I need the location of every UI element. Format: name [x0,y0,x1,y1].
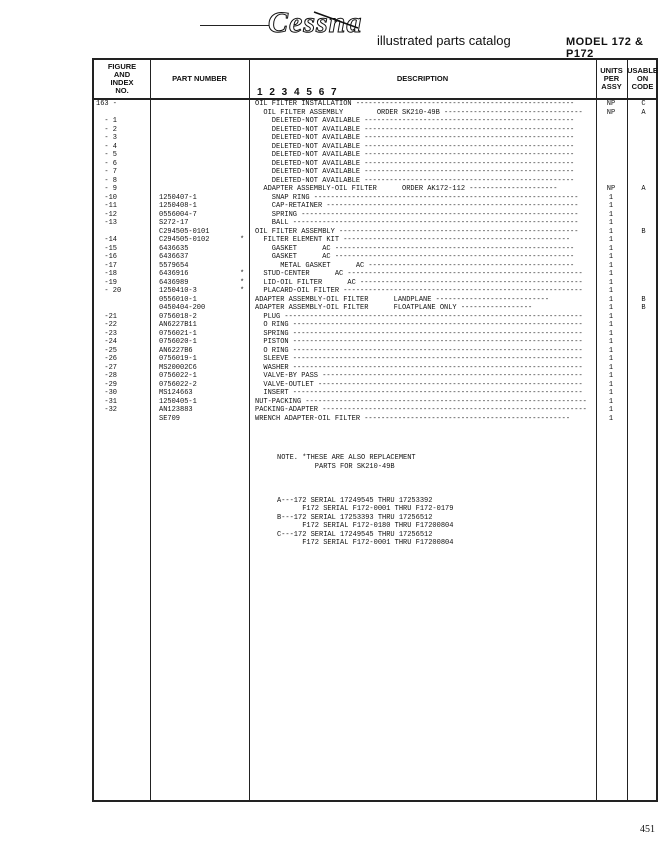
units-cell: 1 [608,389,614,397]
units-cell: 1 [608,244,614,253]
description-cell: STUD-CENTER AC -------------------------------------------------------- [255,270,583,278]
part-number-cell: SE709 [159,414,181,423]
replacement-star-cell: * [240,287,245,295]
part-number-cell: 6436637 [159,253,189,261]
units-cell: 1 [608,312,614,321]
figure-index-cell: -15 [96,244,118,253]
part-number-cell: 5579654 [159,261,189,270]
usable-on-code-header: USABLE ON CODE [627,65,658,92]
description-cell: DELETED-NOT AVAILABLE -------------------------------------------------- [255,176,575,185]
table-row [94,287,660,296]
description-cell: DELETED-NOT AVAILABLE -------------------------------------------------- [255,151,575,159]
figure-index-cell: - 1 [96,117,118,125]
table-row [94,202,660,211]
note-line: F172 SERIAL F172-0001 THRU F172-0179 [277,505,454,513]
table-row [94,219,660,228]
logo-swoosh-icon [312,10,362,32]
table-row [94,185,660,194]
description-cell: LID-OIL FILTER AC ----------------------------------------------------- [255,278,583,287]
figure-index-header: FIGURE AND INDEX NO. [107,61,137,96]
replacement-star-cell: * [240,270,245,278]
table-row [94,364,660,373]
figure-index-cell: -10 [96,193,118,202]
table-row [94,143,660,152]
figure-index-cell: - 9 [96,185,118,193]
description-cell: OIL FILTER INSTALLATION ---------------------------------------------------- [255,100,575,108]
note-line: NOTE. *THESE ARE ALSO REPLACEMENT [277,454,416,462]
usable-code-cell: B [641,227,646,236]
units-cell: NP [606,100,616,108]
figure-index-cell: -19 [96,278,118,287]
description-cell: INSERT --------------------------------------------------------------------- [255,389,583,397]
part-number-cell: C294505-0102 [159,236,210,244]
units-cell: 1 [608,363,614,372]
description-cell: DELETED-NOT AVAILABLE -------------------------------------------------- [255,168,575,176]
description-cell: WRENCH ADAPTER-OIL FILTER ------------------------------------------------- [255,414,571,423]
figure-index-cell: 163 - [96,100,118,108]
part-number-cell: 6436916 [159,270,189,278]
table-row [94,228,660,237]
units-cell: NP [606,185,616,193]
description-cell: DELETED-NOT AVAILABLE -------------------------------------------------- [255,134,575,142]
description-cell: SNAP RING --------------------------------------------------------------- [255,193,579,202]
description-cell: GASKET AC --------------------------------------------------------- [255,244,575,253]
table-row [94,117,660,126]
part-number-cell: 1250408-1 [159,202,197,210]
table-row [94,245,660,254]
table-row [94,168,660,177]
part-number-cell: 1250405-1 [159,397,197,406]
table-row [94,236,660,245]
part-number-cell: AN123883 [159,406,193,414]
figure-index-cell: -17 [96,261,118,270]
figure-index-cell: -18 [96,270,118,278]
usable-code-cell: A [641,185,646,193]
description-cell: PLUG ----------------------------------------------------------------------- [255,312,583,321]
table-row [94,270,660,279]
units-cell: 1 [608,372,614,380]
units-cell: 1 [608,253,614,261]
part-number-cell: 0756022-2 [159,380,197,389]
units-cell: 1 [608,210,614,219]
table-row [94,398,660,407]
part-number-cell: AN6227B6 [159,346,193,355]
figure-index-cell: - 6 [96,159,118,168]
table-row [94,415,660,424]
units-cell: 1 [608,346,614,355]
description-cell: DELETED-NOT AVAILABLE -------------------------------------------------- [255,117,575,125]
table-row [94,134,660,143]
units-cell: 1 [608,406,614,414]
description-cell: DELETED-NOT AVAILABLE -------------------------------------------------- [255,142,575,151]
table-row [94,321,660,330]
table-row [94,313,660,322]
description-cell: NUT-PACKING ------------------------------------------------------------------- [255,397,587,406]
table-row [94,296,660,305]
replacement-star-cell: * [240,236,245,244]
description-cell: ADAPTER ASSEMBLY-OIL FILTER ORDER AK172-112 --------------------- [255,185,558,193]
part-number-cell: 0556010-1 [159,295,197,304]
note-line: B---172 SERIAL 17253393 THRU 17256512 [277,513,433,522]
part-number-cell: 0756019-1 [159,355,197,363]
description-cell: VALVE-OUTLET --------------------------------------------------------------- [255,380,583,389]
table-row [94,211,660,220]
units-per-assy-header: UNITS PER ASSY [600,65,623,92]
units-cell: 1 [608,219,614,227]
description-cell: WASHER --------------------------------------------------------------------- [255,363,583,372]
description-cell: OIL FILTER ASSEMBLY ORDER SK210-49B --------------------------------- [255,108,583,117]
table-row [94,372,660,381]
part-number-cell: MS20002C6 [159,363,197,372]
units-cell: 1 [608,321,614,329]
part-number-cell: 0450404-200 [159,304,206,312]
figure-index-cell: -21 [96,312,118,321]
table-row [94,100,660,109]
description-cell: FILTER ELEMENT KIT ------------------------------------------------------ [255,236,571,244]
catalog-subtitle: illustrated parts catalog [377,33,511,48]
page-number: 451 [640,824,655,835]
table-row [94,304,660,313]
part-number-cell: 0756020-1 [159,338,197,346]
units-cell: 1 [608,261,614,270]
description-cell: O RING --------------------------------------------------------------------- [255,321,583,329]
table-row [94,389,660,398]
figure-index-cell: -22 [96,321,118,329]
units-cell: 1 [608,304,614,312]
description-cell: DELETED-NOT AVAILABLE -------------------------------------------------- [255,159,575,168]
units-cell: 1 [608,270,614,278]
figure-index-cell: -26 [96,355,118,363]
units-cell: 1 [608,287,614,295]
table-row [94,406,660,415]
table-row [94,151,660,160]
replacement-star-cell: * [240,278,245,287]
table-row [94,347,660,356]
description-cell: SPRING ------------------------------------------------------------------ [255,210,579,219]
description-cell: OIL FILTER ASSEMBLY --------------------------------------------------------- [255,227,579,236]
table-row [94,177,660,186]
parts-table [92,58,658,802]
figure-index-cell: -28 [96,372,118,380]
description-cell: PISTON --------------------------------------------------------------------- [255,338,583,346]
description-cell: PACKING-ADAPTER --------------------------------------------------------------- [255,406,587,414]
usable-code-cell: B [641,304,646,312]
part-number-cell: S272-17 [159,219,189,227]
figure-index-cell: -12 [96,210,118,219]
part-number-header: PART NUMBER [172,73,227,83]
table-row [94,338,660,347]
table-row [94,253,660,262]
description-cell: O RING --------------------------------------------------------------------- [255,346,583,355]
figure-index-cell: -24 [96,338,118,346]
description-cell: CAP-RETAINER ------------------------------------------------------------ [255,202,579,210]
units-cell: 1 [608,278,614,287]
header-rule [200,25,272,26]
figure-index-cell: -27 [96,363,118,372]
units-cell: 1 [608,380,614,389]
figure-index-cell: - 4 [96,142,118,151]
description-cell: DELETED-NOT AVAILABLE -------------------------------------------------- [255,125,575,134]
table-row [94,160,660,169]
units-cell: 1 [608,295,614,304]
part-number-cell: MS124663 [159,389,193,397]
units-cell: 1 [608,202,614,210]
description-header: DESCRIPTION [396,73,449,83]
table-row [94,381,660,390]
part-number-cell: AN6227B11 [159,321,197,329]
table-row [94,126,660,135]
part-number-cell: C294505-0101 [159,227,210,236]
description-cell: SPRING --------------------------------------------------------------------- [255,329,583,338]
figure-index-cell: -32 [96,406,118,414]
units-cell: 1 [608,414,614,423]
note-line: C---172 SERIAL 17249545 THRU 17256512 [277,530,433,539]
note-line: PARTS FOR SK210-49B [277,462,395,471]
units-cell: 1 [608,397,614,406]
figure-index-cell: - 7 [96,168,118,176]
figure-index-cell: -13 [96,219,118,227]
units-cell: 1 [608,193,614,202]
usable-code-cell: B [641,295,646,304]
table-row [94,194,660,203]
note-line: F172 SERIAL F172-0180 THRU F17200804 [277,522,454,530]
part-number-cell: 0756022-1 [159,372,197,380]
figure-index-cell: -11 [96,202,118,210]
table-row [94,330,660,339]
usable-code-cell: C [641,100,646,108]
indent-level-digits: 1 2 3 4 5 6 7 [257,87,339,98]
figure-index-cell: - 5 [96,151,118,159]
part-number-cell: 0756018-2 [159,312,197,321]
figure-index-cell: - 20 [96,287,122,295]
description-cell: PLACARD-OIL FILTER --------------------------------------------------------- [255,287,583,295]
figure-index-cell: - 8 [96,176,118,185]
part-number-cell: 0756021-1 [159,329,197,338]
table-row [94,109,660,118]
units-cell: 1 [608,338,614,346]
figure-index-cell: -30 [96,389,118,397]
units-cell: NP [606,108,616,117]
model-title: MODEL 172 & P172 [566,36,644,60]
note-line: A---172 SERIAL 17249545 THRU 17253392 [277,496,433,505]
figure-index-cell: -14 [96,236,118,244]
part-number-cell: 6436989 [159,278,189,287]
figure-index-cell: -23 [96,329,118,338]
description-cell: ADAPTER ASSEMBLY-OIL FILTER FLOATPLANE ONLY ----------------- [255,304,533,312]
figure-index-cell: - 3 [96,134,118,142]
description-cell: BALL -------------------------------------------------------------------- [255,219,579,227]
note-line: F172 SERIAL F172-0001 THRU F17200804 [277,539,454,547]
table-row [94,355,660,364]
units-cell: 1 [608,227,614,236]
figure-index-cell: -29 [96,380,118,389]
units-cell: 1 [608,236,614,244]
usable-code-cell: A [641,108,646,117]
description-cell: GASKET AC --------------------------------------------------------- [255,253,575,261]
figure-index-cell: -31 [96,397,118,406]
part-number-cell: 6436635 [159,244,189,253]
table-row [94,279,660,288]
part-number-cell: 0556004-7 [159,210,197,219]
figure-index-cell: -25 [96,346,118,355]
description-cell: ADAPTER ASSEMBLY-OIL FILTER LANDPLANE --------------------------- [255,295,550,304]
description-cell: VALVE-BY PASS -------------------------------------------------------------- [255,372,583,380]
description-cell: METAL GASKET AC ------------------------------------------------- [255,261,575,270]
units-cell: 1 [608,355,614,363]
figure-index-cell: -16 [96,253,118,261]
cessna-logo: Cessna [268,6,363,39]
part-number-cell: 1250407-1 [159,193,197,202]
part-number-cell: 1250410-3 [159,287,197,295]
units-cell: 1 [608,329,614,338]
description-cell: SLEEVE --------------------------------------------------------------------- [255,355,583,363]
table-row [94,262,660,271]
figure-index-cell: - 2 [96,125,118,134]
